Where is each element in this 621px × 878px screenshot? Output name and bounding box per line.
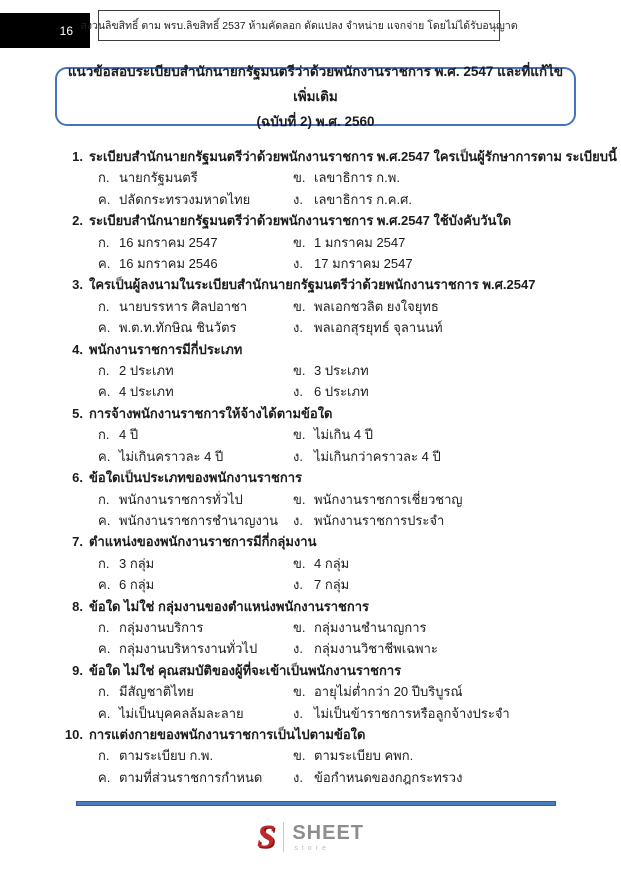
- option-a-text: 2 ประเภท: [119, 363, 174, 379]
- option-d-label: ง.: [293, 448, 303, 464]
- option-b-text: ไม่เกิน 4 ปี: [314, 427, 374, 443]
- option-a-label: ก.: [98, 491, 110, 507]
- option-d-text: กลุ่มงานวิชาชีพเฉพาะ: [314, 641, 438, 657]
- question-body: การแต่งกายของพนักงานราชการเป็นไปตามข้อใด: [89, 726, 366, 742]
- option-b-text: 4 กลุ่ม: [314, 555, 350, 571]
- option-c-label: ค.: [98, 577, 111, 593]
- question-body: ตำแหน่งของพนักงานราชการมีกี่กลุ่มงาน: [89, 534, 317, 550]
- question-number: 6.: [72, 470, 83, 486]
- option-b-text: พนักงานราชการเชี่ยวชาญ: [314, 491, 463, 507]
- option-a-label: ก.: [98, 619, 110, 635]
- question-block: [0, 724, 621, 788]
- option-a: [98, 167, 293, 188]
- question-body: ระเบียบสำนักนายกรัฐมนตรีว่าด้วยพนักงานราชการ พ.ศ.2547 ใครเป็นผู้รักษาการตาม ระเบียบนี้: [89, 149, 617, 164]
- option-b-label: ข.: [293, 427, 306, 443]
- question-block: [0, 146, 621, 210]
- option-c: [98, 638, 293, 659]
- option-c: [98, 381, 293, 402]
- option-a: [98, 232, 293, 253]
- option-a-text: กลุ่มงานบริการ: [119, 619, 204, 635]
- option-d: [293, 317, 621, 338]
- copyright-notice-text: สงวนลิขสิทธิ์ ตาม พรบ.ลิขสิทธิ์ 2537 ห้ามคัดลอก ดัดแปลง จำหน่าย แจกจ่าย โดยไม่ได้รับอนุญาต: [80, 20, 518, 32]
- option-c: [98, 767, 293, 788]
- option-b-text: เลขาธิการ ก.พ.: [314, 170, 400, 186]
- option-b-label: ข.: [293, 555, 306, 571]
- question-text: [0, 660, 621, 681]
- sheet-store-logo: [0, 815, 621, 859]
- option-b-label: ข.: [293, 170, 306, 186]
- question-options: [0, 167, 621, 210]
- question-text: [0, 596, 621, 617]
- option-c-text: พนักงานราชการชำนาญงาน: [119, 512, 279, 528]
- option-d-label: ง.: [293, 705, 303, 721]
- option-a: [98, 681, 293, 702]
- option-a-text: นายบรรหาร ศิลปอาชา: [119, 298, 248, 314]
- logo-subtext: store: [294, 844, 330, 852]
- logo-text-column: [292, 823, 364, 852]
- option-b-text: อายุไม่ต่ำกว่า 20 ปีบริบูรณ์: [314, 684, 463, 700]
- question-block: [0, 274, 621, 338]
- option-b: [293, 167, 621, 188]
- option-c-label: ค.: [98, 320, 111, 336]
- option-c-text: ปลัดกระทรวงมหาดไทย: [119, 191, 251, 207]
- option-c-label: ค.: [98, 256, 111, 272]
- option-c-text: 16 มกราคม 2546: [119, 256, 218, 272]
- question-number: 8.: [72, 598, 83, 614]
- option-d: [293, 703, 621, 724]
- question-options: [0, 360, 621, 403]
- option-d-text: 17 มกราคม 2547: [314, 256, 413, 272]
- logo-divider: [283, 822, 284, 852]
- option-b: [293, 424, 621, 445]
- question-text: [0, 467, 621, 488]
- option-c: [98, 574, 293, 595]
- option-b-label: ข.: [293, 619, 306, 635]
- option-c-text: กลุ่มงานบริหารงานทั่วไป: [119, 641, 258, 657]
- option-d-label: ง.: [293, 191, 303, 207]
- option-a-text: 16 มกราคม 2547: [119, 234, 218, 250]
- question-number: 4.: [72, 341, 83, 357]
- option-b: [293, 745, 621, 766]
- option-a: [98, 424, 293, 445]
- question-block: [0, 660, 621, 724]
- option-a-label: ก.: [98, 170, 110, 186]
- option-d: [293, 767, 621, 788]
- option-a: [98, 553, 293, 574]
- option-b-label: ข.: [293, 491, 306, 507]
- option-a-text: 3 กลุ่ม: [119, 555, 155, 571]
- option-b: [293, 681, 621, 702]
- logo-name-text: SHEET: [292, 821, 365, 844]
- option-d-text: พนักงานราชการประจำ: [314, 512, 445, 528]
- option-d: [293, 253, 621, 274]
- copyright-notice-box: [80, 10, 518, 41]
- option-a-text: มีสัญชาติไทย: [119, 684, 194, 700]
- question-text: [0, 531, 621, 552]
- option-b-text: ตามระเบียบ คพก.: [314, 748, 414, 764]
- question-number: 1.: [72, 149, 83, 164]
- option-a: [98, 745, 293, 766]
- option-b-label: ข.: [293, 748, 306, 764]
- option-b: [293, 489, 621, 510]
- option-d-text: ข้อกำหนดของกฎกระทรวง: [314, 769, 463, 785]
- question-body: ใครเป็นผู้ลงนามในระเบียบสำนักนายกรัฐมนตรีว่าด้วยพนักงานราชการ พ.ศ.2547: [89, 277, 536, 293]
- option-d: [293, 638, 621, 659]
- option-b: [293, 296, 621, 317]
- option-d-text: ไม่เกินกว่าคราวละ 4 ปี: [314, 448, 441, 464]
- option-c-label: ค.: [98, 191, 111, 207]
- option-a: [98, 617, 293, 638]
- question-body: ข้อใด ไม่ใช่ กลุ่มงานของตำแหน่งพนักงานราชการ: [89, 598, 370, 614]
- option-a-text: ตามระเบียบ ก.พ.: [119, 748, 214, 764]
- option-c-text: ไม่เกินคราวละ 4 ปี: [119, 448, 224, 464]
- question-number: 10.: [64, 726, 83, 742]
- question-block: [0, 467, 621, 531]
- option-b-label: ข.: [293, 363, 306, 379]
- option-d-text: เลขาธิการ ก.ค.ศ.: [314, 191, 412, 207]
- question-body: ระเบียบสำนักนายกรัฐมนตรีว่าด้วยพนักงานราชการ พ.ศ.2547 ใช้บังคับวันใด: [89, 213, 512, 229]
- question-number: 7.: [72, 534, 83, 550]
- questions-list: [0, 146, 621, 788]
- question-body: ข้อใดเป็นประเภทของพนักงานราชการ: [89, 470, 303, 486]
- footer-divider-bar: [76, 801, 556, 806]
- option-c-label: ค.: [98, 448, 111, 464]
- option-b: [293, 617, 621, 638]
- option-b-label: ข.: [293, 684, 306, 700]
- logo-s-icon: S: [256, 818, 276, 855]
- option-b: [293, 553, 621, 574]
- question-number: 5.: [72, 405, 83, 421]
- question-number: 3.: [72, 277, 83, 293]
- option-a-label: ก.: [98, 748, 110, 764]
- option-b-text: กลุ่มงานชำนาญการ: [314, 619, 427, 635]
- option-c-label: ค.: [98, 384, 111, 400]
- option-d-text: 7 กลุ่ม: [314, 577, 350, 593]
- question-number: 9.: [72, 662, 83, 678]
- page-number: 16: [59, 23, 73, 38]
- document-title-line2: (ฉบับที่ 2) พ.ศ. 2560: [256, 114, 375, 129]
- option-c-label: ค.: [98, 705, 111, 721]
- question-text: [0, 403, 621, 424]
- option-a-label: ก.: [98, 427, 110, 443]
- option-c-text: 6 กลุ่ม: [119, 577, 155, 593]
- question-number: 2.: [72, 213, 83, 229]
- question-block: [0, 339, 621, 403]
- page-number-box: [0, 13, 90, 48]
- option-d-label: ง.: [293, 641, 303, 657]
- option-d-label: ง.: [293, 320, 303, 336]
- option-d: [293, 446, 621, 467]
- question-options: [0, 681, 621, 724]
- option-c: [98, 317, 293, 338]
- option-c: [98, 510, 293, 531]
- option-c-text: 4 ประเภท: [119, 384, 174, 400]
- option-c-label: ค.: [98, 641, 111, 657]
- option-c-text: ไม่เป็นบุคคลล้มละลาย: [119, 705, 244, 721]
- question-text: [0, 146, 621, 167]
- question-text: [0, 724, 621, 745]
- option-c-text: ตามที่ส่วนราชการกำหนด: [119, 769, 263, 785]
- question-options: [0, 424, 621, 467]
- option-d-label: ง.: [293, 256, 303, 272]
- question-block: [0, 403, 621, 467]
- option-b-text: พลเอกชวลิต ยงใจยุทธ: [314, 298, 439, 314]
- option-a-text: พนักงานราชการทั่วไป: [119, 491, 243, 507]
- option-d-text: ไม่เป็นข้าราชการหรือลูกจ้างประจำ: [314, 705, 510, 721]
- document-title-line1: แนวข้อสอบระเบียบสำนักนายกรัฐมนตรีว่าด้วยพนักงานราชการ พ.ศ. 2547 และที่แก้ไขเพิ่มเติม: [67, 64, 564, 104]
- option-d: [293, 189, 621, 210]
- question-body: ข้อใด ไม่ใช่ คุณสมบัติของผู้ที่จะเข้าเป็นพนักงานราชการ: [89, 662, 402, 678]
- option-d: [293, 574, 621, 595]
- option-d-label: ง.: [293, 512, 303, 528]
- option-b: [293, 232, 621, 253]
- option-b-text: 3 ประเภท: [314, 363, 369, 379]
- option-a: [98, 360, 293, 381]
- question-options: [0, 745, 621, 788]
- question-block: [0, 531, 621, 595]
- option-b-text: 1 มกราคม 2547: [314, 234, 406, 250]
- question-body: การจ้างพนักงานราชการให้จ้างได้ตามข้อใด: [89, 405, 333, 421]
- option-c: [98, 446, 293, 467]
- option-d-label: ง.: [293, 384, 303, 400]
- question-text: [0, 210, 621, 231]
- document-title-box: [55, 64, 576, 129]
- option-a-label: ก.: [98, 234, 110, 250]
- question-options: [0, 296, 621, 339]
- option-b-label: ข.: [293, 298, 306, 314]
- option-a-text: 4 ปี: [119, 427, 139, 443]
- question-text: [0, 339, 621, 360]
- option-a-label: ก.: [98, 555, 110, 571]
- option-c-text: พ.ต.ท.ทักษิณ ชินวัตร: [119, 320, 237, 336]
- option-c-label: ค.: [98, 512, 111, 528]
- option-c: [98, 703, 293, 724]
- option-d-text: 6 ประเภท: [314, 384, 369, 400]
- question-options: [0, 232, 621, 275]
- option-b-label: ข.: [293, 234, 306, 250]
- option-b: [293, 360, 621, 381]
- option-a-label: ก.: [98, 298, 110, 314]
- option-a-text: นายกรัฐมนตรี: [119, 170, 198, 186]
- option-d-label: ง.: [293, 769, 303, 785]
- question-body: พนักงานราชการมีกี่ประเภท: [89, 341, 243, 357]
- option-a: [98, 296, 293, 317]
- option-d-label: ง.: [293, 577, 303, 593]
- option-c: [98, 189, 293, 210]
- question-text: [0, 274, 621, 295]
- option-a: [98, 489, 293, 510]
- question-options: [0, 617, 621, 660]
- question-options: [0, 489, 621, 532]
- option-a-label: ก.: [98, 684, 110, 700]
- question-block: [0, 210, 621, 274]
- option-a-label: ก.: [98, 363, 110, 379]
- question-options: [0, 553, 621, 596]
- option-c-label: ค.: [98, 769, 111, 785]
- question-block: [0, 596, 621, 660]
- option-d: [293, 381, 621, 402]
- option-d: [293, 510, 621, 531]
- option-c: [98, 253, 293, 274]
- option-d-text: พลเอกสุรยุทธ์ จุลานนท์: [314, 320, 443, 336]
